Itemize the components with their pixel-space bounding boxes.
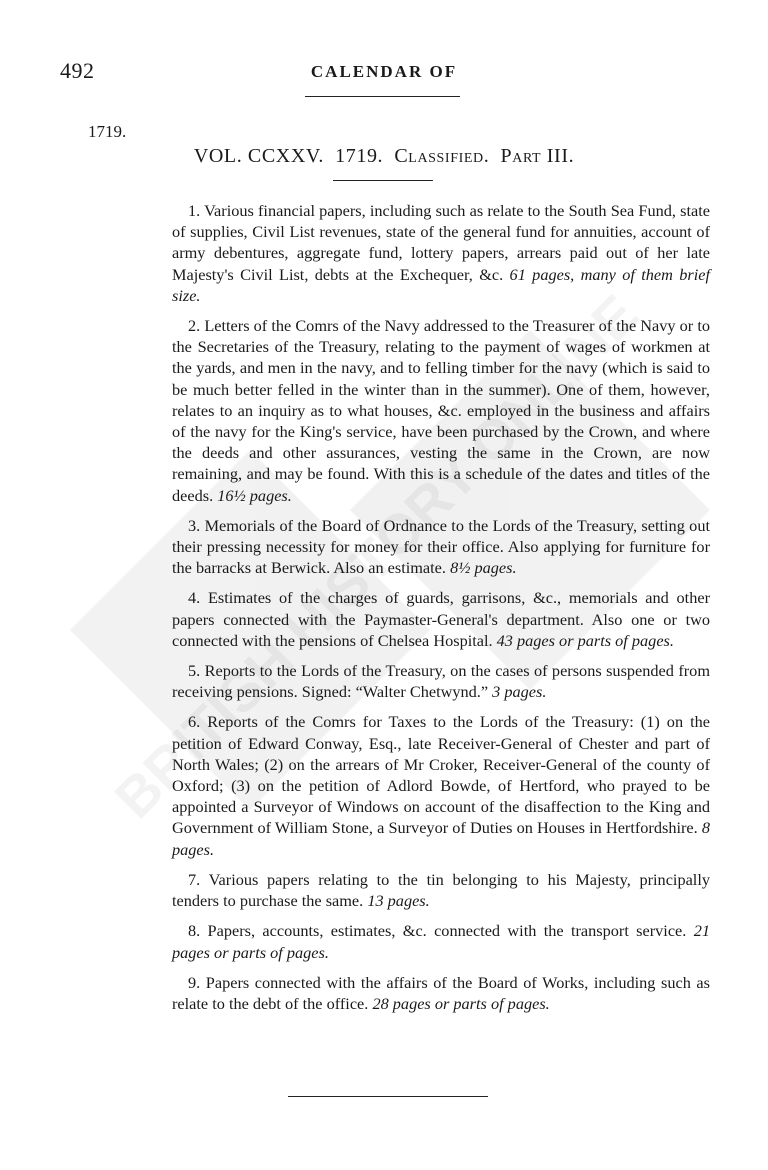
entry-8 [172, 920, 710, 962]
entry-4 [172, 587, 710, 651]
footer-rule [288, 1096, 488, 1097]
entry-5 [172, 660, 710, 702]
volume-part: Part III. [500, 145, 575, 167]
entry-text: 5. Reports to the Lords of the Treasury, on the cases of persons suspended from receiving pensions. Signed: “Walter Chetwynd.” [172, 661, 710, 702]
entry-pages: 13 pages. [367, 891, 430, 911]
entry-pages: 16½ pages. [217, 485, 292, 505]
entry-text: 1. Various financial papers, including such as relate to the South Sea Fund, state of supplies, Civil List revenues, state of the general fund for annuities, account of army debentures, aggregate fund, lottery papers, arrears paid out of her late Majesty's Civil List, debts at the Exchequer, &c. [172, 201, 710, 284]
entry-pages: 43 pages or parts of pages. [496, 630, 674, 650]
entry-pages: 21 pages or parts of pages. [172, 921, 710, 962]
running-title: CALENDAR OF [310, 62, 458, 81]
entry-pages: 8½ pages. [450, 558, 517, 578]
entry-1 [172, 200, 710, 306]
volume-classified: Classified. [394, 145, 490, 167]
entry-text: 9. Papers connected with the affairs of the Board of Works, including such as relate to the debt of the office. [172, 972, 710, 1013]
entry-text: 2. Letters of the Comrs of the Navy addressed to the Treasurer of the Navy or to the Secretaries of the Treasury, relating to the payment of wages of workmen at the yards, and men in the navy, and to felling timber for the navy (which is said to be much better felled in the winter than in the summer). One of them, however, relates to an inquiry as to what houses, &c. employed in the business and affairs of the navy for the King's service, have been purchased by the Crown, and where the deeds and other assurances, vesting the same in the Crown, are now remaining, and may be found. With this is a schedule of the dates and titles of the deeds. [172, 316, 710, 505]
entry-pages: 3 pages. [492, 682, 547, 702]
entry-pages: 28 pages or parts of pages. [372, 993, 550, 1013]
entry-3 [172, 515, 710, 579]
volume-heading [0, 145, 768, 168]
volume-year: 1719. [335, 145, 384, 167]
header-rule [305, 96, 460, 97]
entry-text: 6. Reports of the Comrs for Taxes to the Lords of the Treasury: (1) on the petition of Edward Conway, Esq., late Receiver-General of Chester and part of North Wales; (2) on the arrears of Mr Croker, Receiver-General of the county of Oxford; (3) on the petition of Adlord Bowde, of Hertford, who prayed to be appointed a Surveyor of Windows on account of the disaffection to the King and Government of William Stone, a Surveyor of Duties on Houses in Hertfordshire. [172, 712, 710, 838]
entry-7 [172, 869, 710, 911]
entry-6 [172, 711, 710, 859]
entry-9 [172, 972, 710, 1014]
heading-rule [333, 180, 433, 181]
entry-text: 4. Estimates of the charges of guards, garrisons, &c., memorials and other papers connected with the Paymaster-General's department. Also one or two connected with the pensions of Chelsea Hospital. [172, 588, 710, 650]
entry-text: 8. Papers, accounts, estimates, &c. connected with the transport service. [188, 921, 687, 941]
entry-text: 3. Memorials of the Board of Ordnance to the Lords of the Treasury, setting out their pressing necessity for money for their office. Also applying for furniture for the barracks at Berwick. Also an estimate. [172, 515, 710, 578]
entry-2 [172, 315, 710, 506]
page-number: 492 [60, 58, 95, 83]
entry-text: 7. Various papers relating to the tin belonging to his Majesty, principally tenders to purchase the same. [172, 869, 710, 911]
margin-year: 1719. [88, 122, 127, 141]
volume-number: VOL. CCXXV. [193, 145, 324, 167]
entry-pages: 8 pages. [172, 818, 711, 859]
entry-pages: 61 pages, many of them brief size. [172, 264, 710, 305]
entries-list [172, 200, 710, 1023]
